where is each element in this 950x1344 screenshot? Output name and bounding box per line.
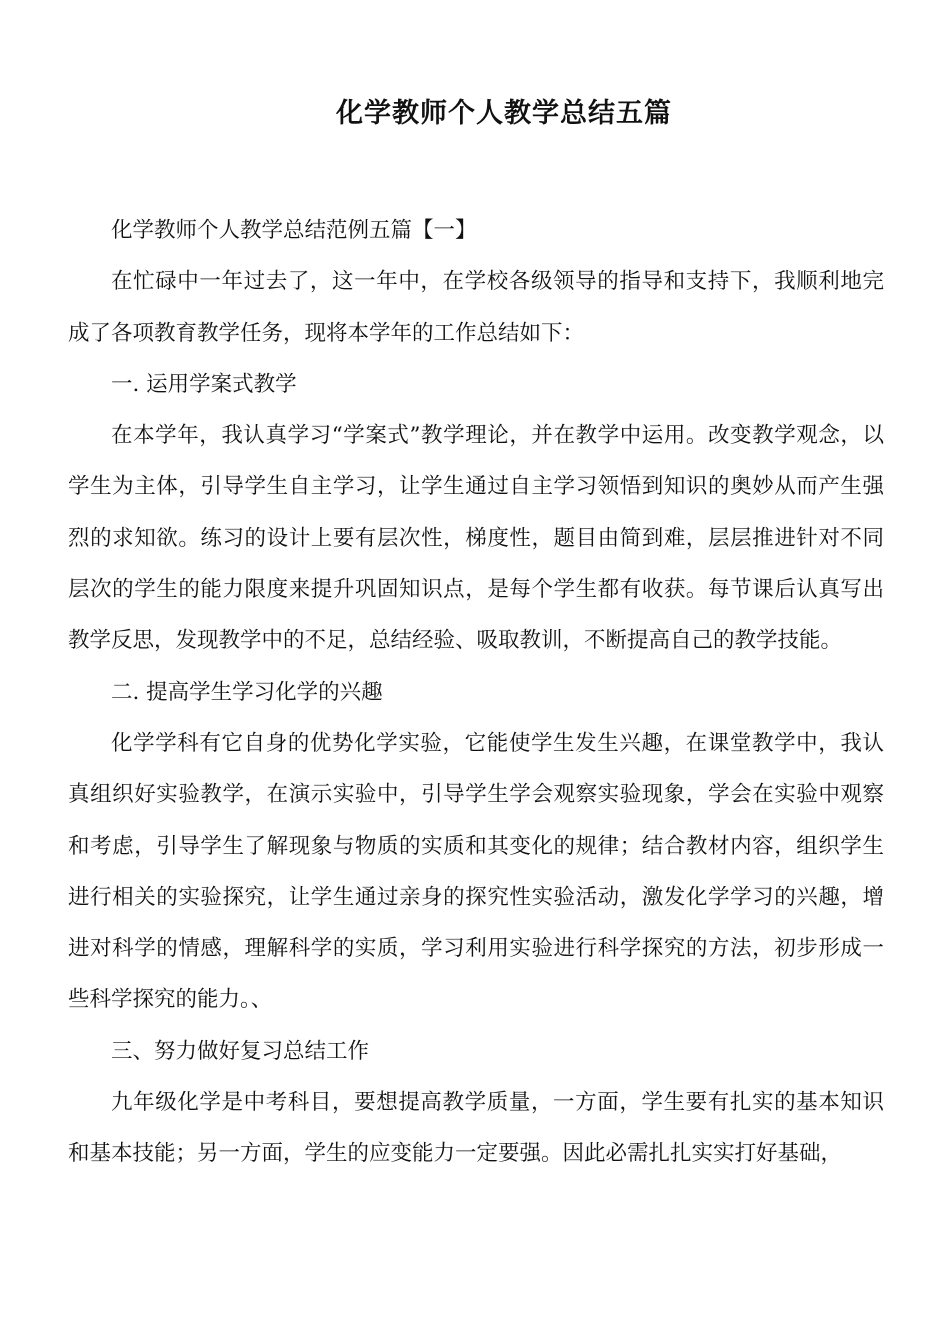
- section-heading-3: 三、努力做好复习总结工作: [111, 1038, 370, 1064]
- section-body-1: 在本学年，我认真学习“学案式”教学理论，并在教学中运用。改变教学观念，以学生为主体，引导学生自主学习，让学生通过自主学习领悟到知识的奥妙从而产生强烈的求知欲。练习的设计上要有层次性，梯度性，题目由简到难，层层推进针对不同层次的学生的能力限度来提升巩固知识点，是每个学生都有收获。每节课后认真写出教学反思，发现教学中的不足，总结经验、吸取教训，不断提高自己的教学技能。: [68, 423, 884, 654]
- intro-paragraph: 在忙碌中一年过去了，这一年中，在学校各级领导的指导和支持下，我顺利地完成了各项教育教学任务，现将本学年的工作总结如下：: [68, 269, 884, 346]
- document-body: [68, 205, 884, 1180]
- section-body-3: 九年级化学是中考科目，要想提高教学质量，一方面，学生要有扎实的基本知识和基本技能；另一方面，学生的应变能力一定要强。因此必需扎扎实实打好基础，: [68, 1090, 884, 1167]
- section-subtitle: 化学教师个人教学总结范例五篇【一】: [111, 218, 477, 243]
- document-title: 化学教师个人教学总结五篇: [336, 98, 672, 129]
- section-heading-1: 一. 运用学案式教学: [111, 371, 297, 397]
- section-body-2: 化学学科有它自身的优势化学实验，它能使学生发生兴趣，在课堂教学中，我认真组织好实验教学，在演示实验中，引导学生学会观察实验现象，学会在实验中观察和考虑，引导学生了解现象与物质的实质和其变化的规律；结合教材内容，组织学生进行相关的实验探究，让学生通过亲身的探究性实验活动，激发化学学习的兴趣，增进对科学的情感，理解科学的实质，学习利用实验进行科学探究的方法，初步形成一些科学探究的能力。、: [68, 730, 884, 1013]
- section-heading-2: 二. 提高学生学习化学的兴趣: [111, 679, 383, 705]
